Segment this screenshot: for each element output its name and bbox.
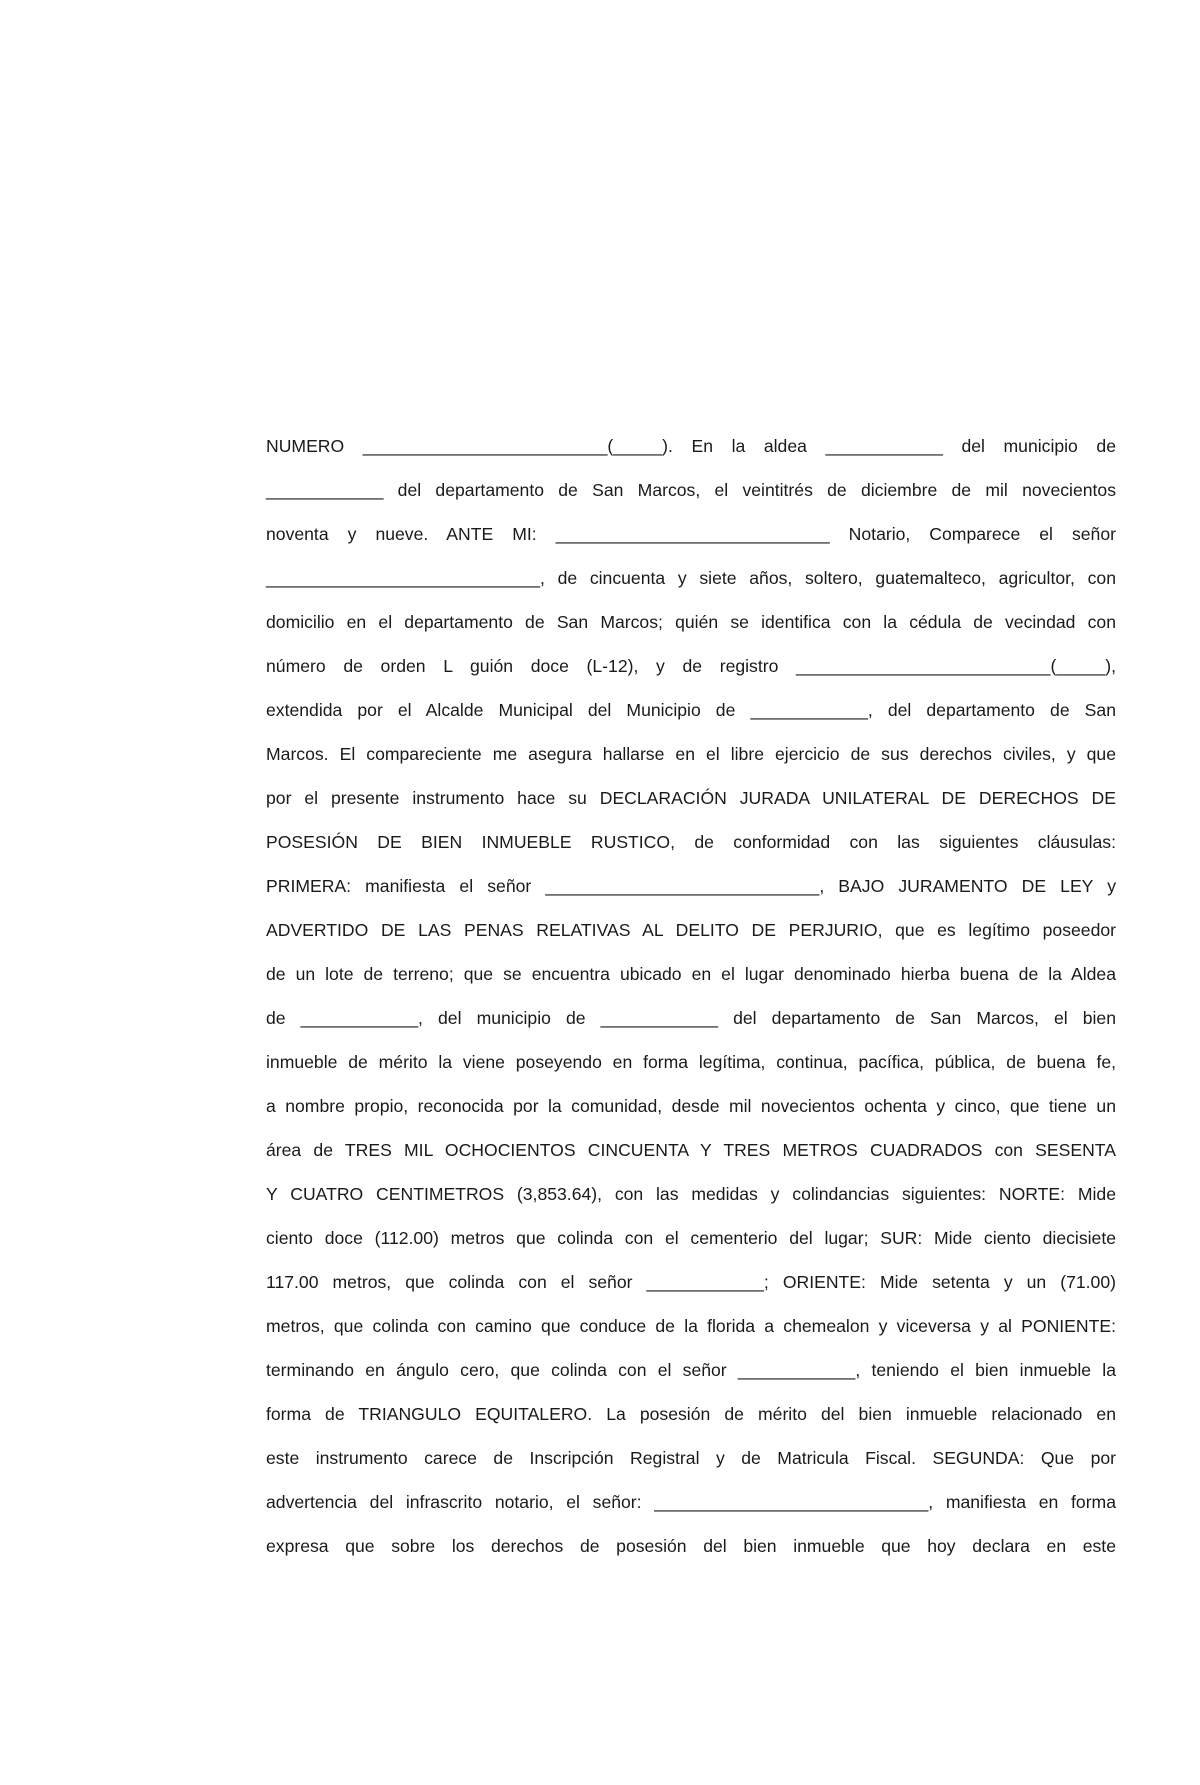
text-line: ADVERTIDO DE LAS PENAS RELATIVAS AL DELITO DE PERJURIO, que es legítimo poseedor (266, 920, 1116, 940)
text-line: número de orden L guión doce (L-12), y de registro __________________________(_____), (266, 656, 1116, 676)
text-line: Y CUATRO CENTIMETROS (3,853.64), con las medidas y colindancias siguientes: NORTE: Mide (266, 1184, 1116, 1204)
text-line: este instrumento carece de Inscripción Registral y de Matricula Fiscal. SEGUNDA: Que por (266, 1448, 1116, 1468)
text-line: NUMERO _________________________(_____). En la aldea ____________ del municipio de (266, 436, 1116, 456)
text-line: forma de TRIANGULO EQUITALERO. La posesión de mérito del bien inmueble relacionado en (266, 1404, 1116, 1424)
text-line: POSESIÓN DE BIEN INMUEBLE RUSTICO, de conformidad con las siguientes cláusulas: (266, 832, 1116, 852)
text-line: PRIMERA: manifiesta el señor ____________________________, BAJO JURAMENTO DE LEY y (266, 876, 1116, 896)
text-line: inmueble de mérito la viene poseyendo en forma legítima, continua, pacífica, pública, de buena fe, (266, 1052, 1116, 1072)
text-line: ____________ del departamento de San Marcos, el veintitrés de diciembre de mil novecientos (266, 480, 1116, 500)
text-line: metros, que colinda con camino que conduce de la florida a chemealon y viceversa y al PONIENTE: (266, 1316, 1116, 1336)
text-line: de un lote de terreno; que se encuentra ubicado en el lugar denominado hierba buena de la Aldea (266, 964, 1116, 984)
text-line: Marcos. El compareciente me asegura hallarse en el libre ejercicio de sus derechos civiles, y que (266, 744, 1116, 764)
document-body (266, 424, 1116, 1568)
text-line: de ____________, del municipio de ____________ del departamento de San Marcos, el bien (266, 1008, 1116, 1028)
text-line: noventa y nueve. ANTE MI: ____________________________ Notario, Comparece el señor (266, 524, 1116, 544)
text-line: terminando en ángulo cero, que colinda con el señor ____________, teniendo el bien inmueble la (266, 1360, 1116, 1380)
text-line: 117.00 metros, que colinda con el señor ____________; ORIENTE: Mide setenta y un (71.00) (266, 1272, 1116, 1292)
text-line: domicilio en el departamento de San Marcos; quién se identifica con la cédula de vecindad con (266, 612, 1116, 632)
text-line: advertencia del infrascrito notario, el señor: ____________________________, manifiesta en forma (266, 1492, 1116, 1512)
text-line: área de TRES MIL OCHOCIENTOS CINCUENTA Y TRES METROS CUADRADOS con SESENTA (266, 1140, 1116, 1160)
text-line: extendida por el Alcalde Municipal del Municipio de ____________, del departamento de San (266, 700, 1116, 720)
text-line: por el presente instrumento hace su DECLARACIÓN JURADA UNILATERAL DE DERECHOS DE (266, 788, 1116, 808)
text-line: ____________________________, de cincuenta y siete años, soltero, guatemalteco, agricultor, con (266, 568, 1116, 588)
text-line: ciento doce (112.00) metros que colinda con el cementerio del lugar; SUR: Mide ciento diecisiete (266, 1228, 1116, 1248)
text-line: a nombre propio, reconocida por la comunidad, desde mil novecientos ochenta y cinco, que tiene un (266, 1096, 1116, 1116)
text-line: expresa que sobre los derechos de posesión del bien inmueble que hoy declara en este (266, 1536, 1116, 1556)
